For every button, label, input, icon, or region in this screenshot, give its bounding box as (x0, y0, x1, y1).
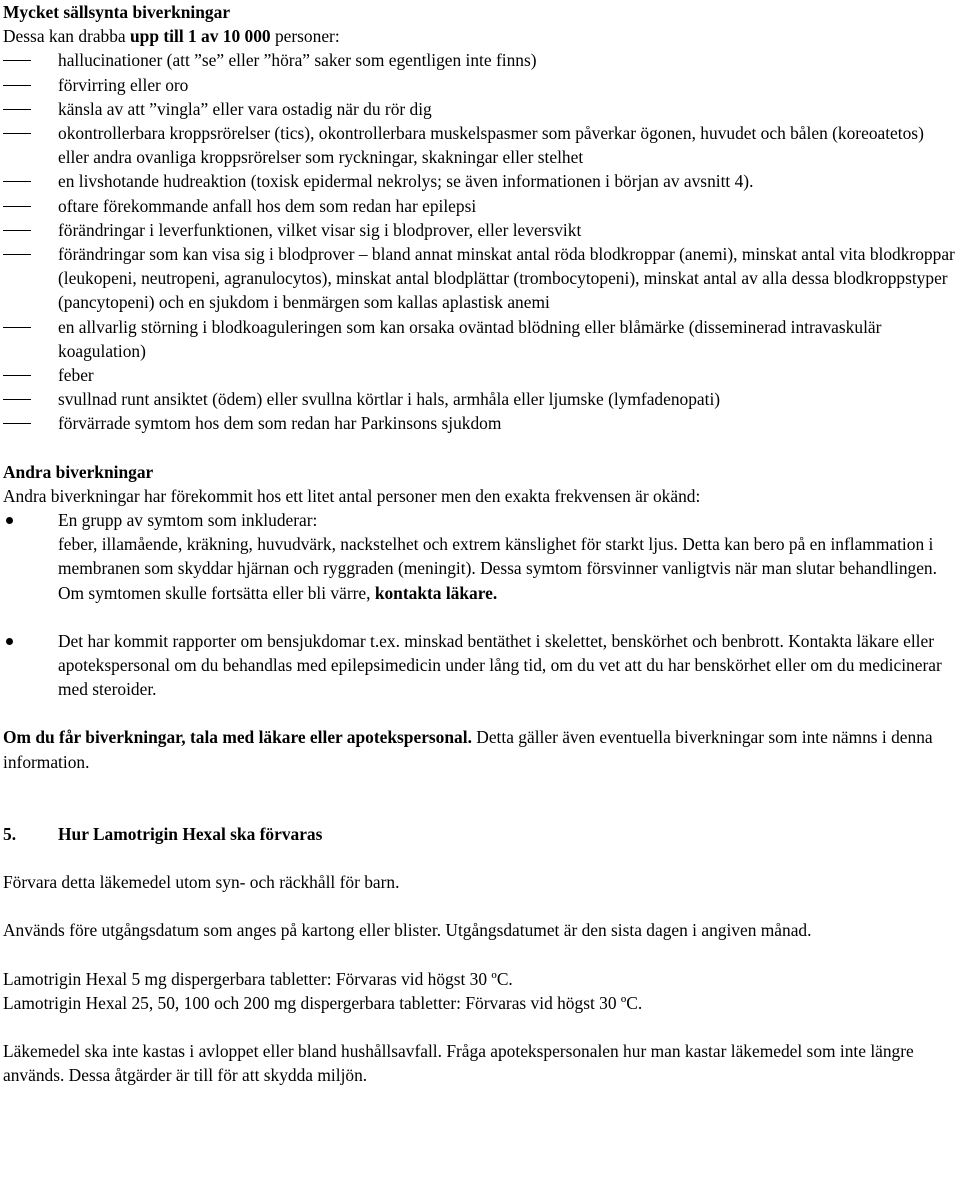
dash-icon (3, 375, 31, 376)
dash-icon (3, 206, 31, 207)
dash-icon (3, 230, 31, 231)
list-item: oftare förekommande anfall hos dem som redan har epilepsi (3, 194, 955, 218)
list-item: känsla av att ”vingla” eller vara ostadig när du rör dig (3, 97, 955, 121)
list-item: förändringar som kan visa sig i blodprover – bland annat minskat antal röda blodkroppar (anemi), minskat antal vita blodkroppar (leukopeni, neutropeni, agranulocytos), minskat antal blodplättar (trombocytopeni), minskat antal av alla dessa blodkroppstyper (pancytopeni) och en sjukdom i benmärgen som kallas aplastisk anemi (3, 242, 955, 315)
list-item: en allvarlig störning i blodkoaguleringen som kan orsaka oväntad blödning eller blåmärke (disseminerad intravaskulär koagulation) (3, 315, 955, 363)
dash-icon (3, 254, 31, 255)
section-title: Hur Lamotrigin Hexal ska förvaras (58, 823, 323, 844)
dash-icon (3, 109, 31, 110)
dash-icon (3, 327, 31, 328)
dash-icon (3, 399, 31, 400)
list-item: en livshotande hudreaktion (toxisk epidermal nekrolys; se även informationen i början av avsnitt 4). (3, 169, 955, 193)
list-item: hallucinationer (att ”se” eller ”höra” saker som egentligen inte finns) (3, 48, 955, 72)
document-page (3, 0, 955, 1087)
storage-paragraph: Förvara detta läkemedel utom syn- och räckhåll för barn. (3, 872, 400, 893)
other-intro: Andra biverkningar har förekommit hos ett litet antal personer men den exakta frekvensen är okänd: (3, 485, 701, 506)
list-item: feber (3, 363, 955, 387)
other-side-effects-heading: Andra biverkningar (3, 461, 154, 482)
list-item: förändringar i leverfunktionen, vilket visar sig i blodprover, eller leversvikt (3, 218, 955, 242)
list-item: svullnad runt ansiktet (ödem) eller svullna körtlar i hals, armhåla eller ljumske (lymfadenopati) (3, 387, 955, 411)
expiry-paragraph: Används före utgångsdatum som anges på kartong eller blister. Utgångsdatumet är den sista dagen i angiven månad. (3, 920, 812, 941)
storage-temp-other: Lamotrigin Hexal 25, 50, 100 och 200 mg dispergerbara tabletter: Förvaras vid högst 30 ºC. (3, 992, 643, 1013)
dash-icon (3, 423, 31, 424)
dash-icon (3, 181, 31, 182)
section-number: 5. (3, 823, 17, 844)
list-item: förvirring eller oro (3, 73, 955, 97)
list-item: förvärrade symtom hos dem som redan har Parkinsons sjukdom (3, 411, 955, 435)
list-item: En grupp av symtom som inkluderar: feber, illamående, kräkning, huvudvärk, nackstelhet och extrem känslighet för starkt ljus. Detta kan bero på en inflammation i membranen som skyddar hjärnan och ryggraden (meningit). Dessa symtom försvinner vanligtvis när man slutar behandlingen. Om symtomen skulle fortsätta eller bli värre, kontakta läkare. (3, 508, 955, 605)
rare-side-effects-heading: Mycket sällsynta biverkningar (3, 2, 231, 22)
rare-side-effects-list (3, 48, 955, 435)
list-item: Det har kommit rapporter om bensjukdomar t.ex. minskad bentäthet i skelettet, benskörhet och benbrott. Kontakta läkare eller apotekspersonal om du behandlas med epilepsimedicin under lång tid, om du vet att du har benskörhet eller om du medicinerar med steroider. (3, 629, 955, 702)
storage-temp-5mg: Lamotrigin Hexal 5 mg dispergerbara tabletter: Förvaras vid högst 30 ºC. (3, 968, 513, 989)
list-item: okontrollerbara kroppsrörelser (tics), okontrollerbara muskelspasmer som påverkar ögonen, huvudet och bålen (koreoatetos) eller andra ovanliga kroppsrörelser som ryckningar, skakningar eller stelhet (3, 121, 955, 169)
dash-icon (3, 60, 31, 61)
bullet-icon (6, 638, 13, 645)
bullet-icon (6, 517, 13, 524)
disposal-paragraph: Läkemedel ska inte kastas i avloppet eller bland hushållsavfall. Fråga apotekspersonalen hur man kastar läkemedel som inte längre används. Dessa åtgärder är till för att skydda miljön. (3, 1040, 914, 1086)
dash-icon (3, 85, 31, 86)
section-5-heading (3, 822, 955, 846)
other-side-effects-list (3, 508, 955, 701)
report-paragraph: Om du får biverkningar, tala med läkare eller apotekspersonal. Detta gäller även eventuella biverkningar som inte nämns i denna information. (3, 727, 933, 772)
dash-icon (3, 133, 31, 134)
rare-intro: Dessa kan drabba upp till 1 av 10 000 personer: (3, 26, 340, 47)
